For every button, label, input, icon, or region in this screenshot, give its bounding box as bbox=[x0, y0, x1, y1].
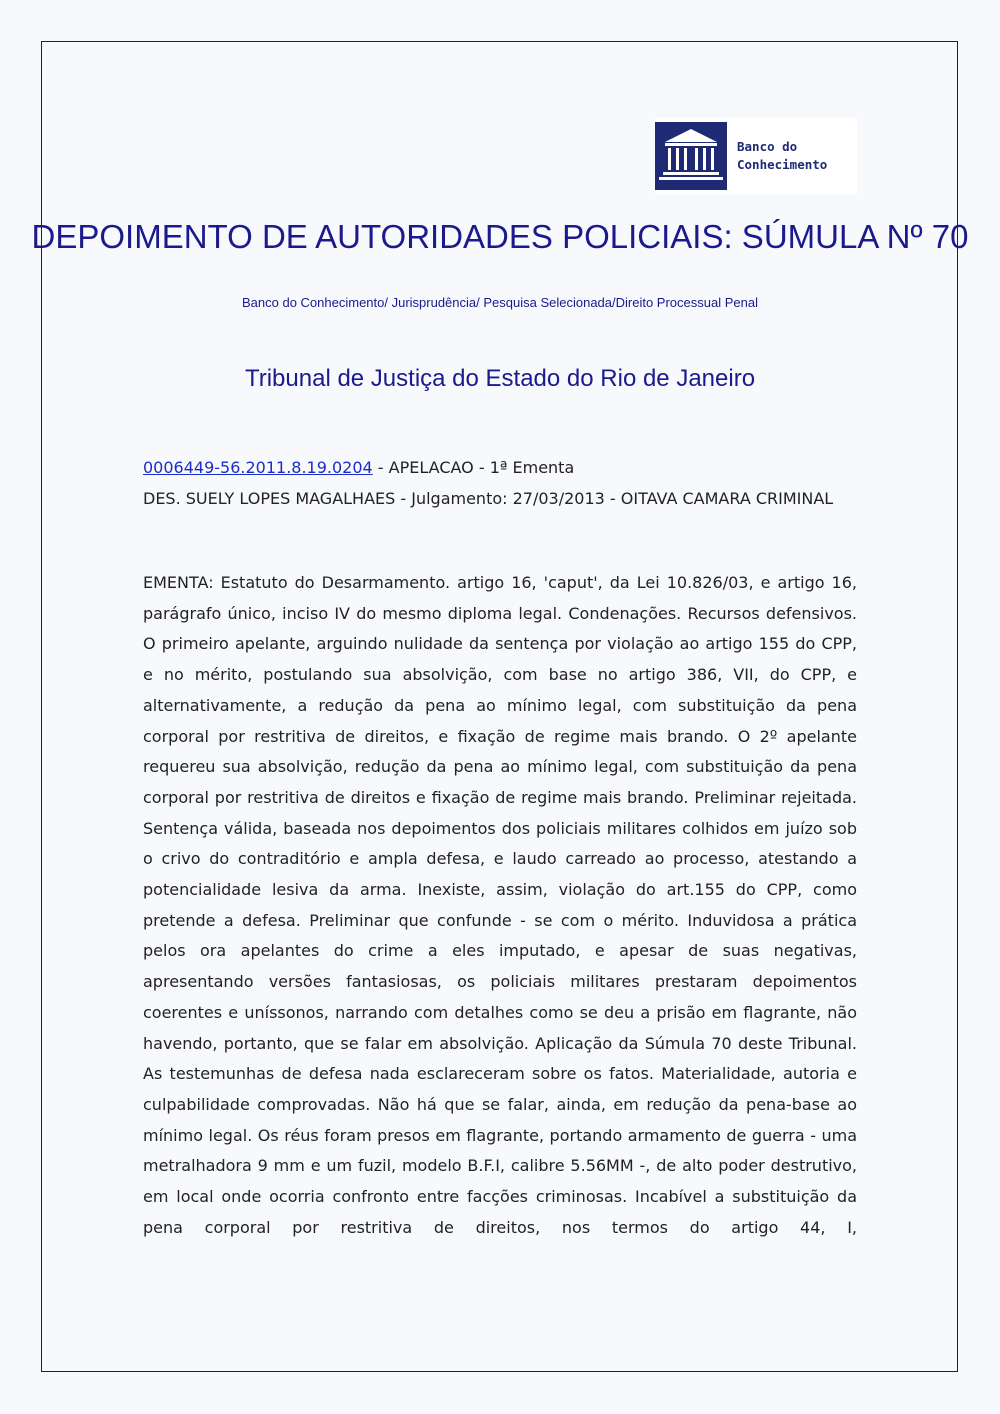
logo-text bbox=[737, 138, 827, 174]
ementa-text: EMENTA: Estatuto do Desarmamento. artigo 16, 'caput', da Lei 10.826/03, e artigo 16, parágrafo único, inciso IV do mesmo diploma legal. Condenações. Recursos defensivos. O primeiro apelante, arguindo nulidade da sentença por violação ao artigo 155 do CPP, e no mérito, postulando sua absolvição, com base no artigo 386, VII, do CPP, e alternativamente, a redução da pena ao mínimo legal, com substituição da pena corporal por restritiva de direitos, e fixação de regime mais brando. O 2º apelante requereu sua absolvição, redução da pena ao mínimo legal, com substituição da pena corporal por restritiva de direitos e fixação de regime mais brando. Preliminar rejeitada. Sentença válida, baseada nos depoimentos dos policiais militares colhidos em juízo sob o crivo do contraditório e ampla defesa, e laudo carreado ao processo, atestando a potencialidade lesiva da arma. Inexiste, assim, violação do art.155 do CPP, como pretende a defesa. Preliminar que confunde - se com o mérito. Induvidosa a prática pelos ora apelantes do crime a eles imputado, e apesar de suas negativas, apresentando versões fantasiosas, os policiais militares prestaram depoimentos coerentes e uníssonos, narrando com detalhes como se deu a prisão em flagrante, não havendo, portanto, que se falar em absolvição. Aplicação da Súmula 70 deste Tribunal. As testemunhas de defesa nada esclareceram sobre os fatos. Materialidade, autoria e culpabilidade comprovadas. Não há que se falar, ainda, em redução da pena-base ao mínimo legal. Os réus foram presos em flagrante, portando armamento de guerra - uma metralhadora 9 mm e um fuzil, modelo B.F.I, calibre 5.56MM -, de alto poder destrutivo, em local onde ocorria confronto entre facções criminosas. Incabível a substituição da pena corporal por restritiva de direitos, nos termos do artigo 44, I, bbox=[143, 573, 857, 1237]
page-title: DEPOIMENTO DE AUTORIDADES POLICIAIS: SÚMULA Nº 70 bbox=[31, 218, 969, 255]
breadcrumb: Banco do Conhecimento/ Jurisprudência/ Pesquisa Selecionada/Direito Processual Penal bbox=[242, 295, 758, 310]
case-type: - APELACAO - 1ª Ementa bbox=[372, 458, 575, 477]
logo-line-2: Conhecimento bbox=[737, 157, 828, 172]
judge-line: DES. SUELY LOPES MAGALHAES - Julgamento: 27/03/2013 - OITAVA CAMARA CRIMINAL bbox=[143, 488, 834, 508]
case-header bbox=[143, 453, 857, 514]
court-heading: Tribunal de Justiça do Estado do Rio de Janeiro bbox=[244, 365, 756, 392]
case-line bbox=[143, 453, 857, 484]
courthouse-icon bbox=[655, 122, 727, 190]
case-number-link[interactable]: 0006449-56.2011.8.19.0204 bbox=[143, 458, 373, 477]
logo-line-1: Banco do bbox=[737, 139, 798, 154]
banco-conhecimento-logo bbox=[655, 118, 857, 194]
